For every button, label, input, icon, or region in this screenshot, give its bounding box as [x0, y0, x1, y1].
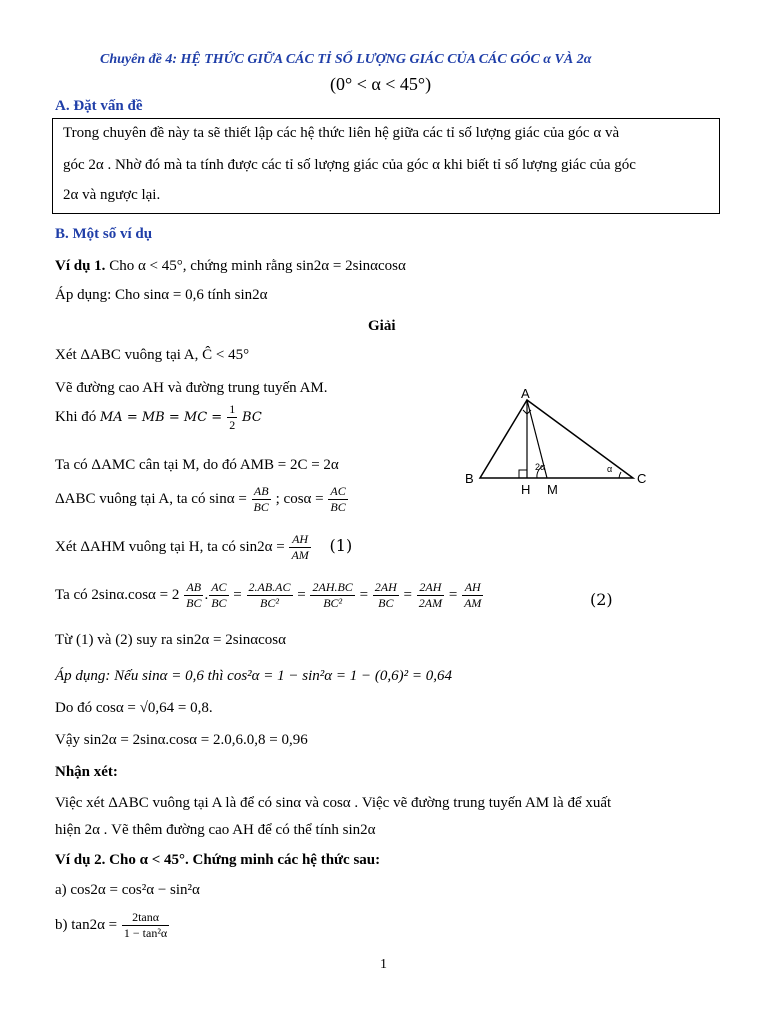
line-apply: Áp dụng: Nếu sinα = 0,6 thì cos²α = 1 − sin²α = 1 − (0,6)² = 0,64: [55, 668, 452, 684]
derivation-start: Ta có 2sinα.cosα = 2: [55, 586, 180, 603]
document-title: Chuyên đề 4: HỆ THỨC GIỮA CÁC TỈ SỐ LƯỢNG GIÁC CỦA CÁC GÓC α VÀ 2α: [100, 52, 592, 67]
example-1-statement: Cho α < 45°, chứng minh rằng sin2α = 2sinαcosα: [109, 258, 406, 274]
equation-number-2: (2): [590, 590, 613, 609]
fraction-num: 1: [229, 402, 236, 416]
line-cos-value: Do đó cosα = √0,64 = 0,8.: [55, 700, 213, 716]
example-1-label: Ví dụ 1.: [55, 258, 106, 274]
ahm-text: Xét ΔAHM vuông tại H, ta có sin2α =: [55, 538, 289, 555]
intro-box: [52, 118, 720, 214]
label-m: M: [547, 482, 558, 496]
fraction: [462, 580, 483, 611]
fraction-ab-bc: [252, 484, 271, 515]
label-h: H: [521, 482, 531, 496]
angle-alpha-arc: [619, 472, 621, 478]
fraction: [373, 580, 399, 611]
fraction-num: 2tanα: [122, 910, 169, 926]
dot: .: [204, 586, 209, 603]
equals: =: [233, 586, 246, 603]
sin-def-text: ΔABC vuông tại A, ta có sinα =: [55, 490, 251, 507]
cos-def-text: ; cosα =: [275, 490, 328, 507]
fraction-num: 2AH: [417, 580, 444, 596]
example-2-statement: Ví dụ 2. Cho α < 45°. Chứng minh các hệ thức sau:: [55, 852, 381, 868]
label-b: B: [465, 471, 474, 486]
fraction-one-half: [227, 402, 237, 433]
example-2-part-a: a) cos2α = cos²α − sin²α: [55, 882, 200, 898]
line-result: Vậy sin2α = 2sinα.cosα = 2.0,6.0,8 = 0,96: [55, 732, 308, 748]
example-1: [55, 256, 406, 276]
fraction-den: BC²: [260, 596, 279, 610]
fraction-num: AH: [462, 580, 483, 596]
page-number: 1: [380, 957, 387, 972]
section-a-heading: A. Đặt vấn đề: [55, 98, 143, 114]
triangle-figure: [455, 386, 655, 496]
fraction-num: AH: [289, 532, 310, 548]
khi-do-text: Khi đó: [55, 408, 97, 425]
equals: =: [403, 586, 416, 603]
line-isosceles-amc: Ta có ΔAMC cân tại M, do đó AMB = 2C = 2α: [55, 457, 339, 473]
fraction-den: BC: [253, 500, 269, 514]
remark-line-1: Việc xét ΔABC vuông tại A là để có sinα và cosα . Việc vẽ đường trung tuyến AM là để xuất: [55, 795, 612, 811]
section-b-heading: B. Một số ví dụ: [55, 226, 153, 242]
remark-line-2: hiện 2α . Vẽ thêm đường cao AH để có thể tính sin2α: [55, 822, 376, 838]
fraction: [417, 580, 444, 611]
fraction: [310, 580, 354, 611]
fraction-num: AB: [252, 484, 271, 500]
fraction: [184, 580, 203, 611]
fraction: [209, 580, 228, 611]
fraction: [247, 580, 293, 611]
intro-line-1: Trong chuyên đề này ta sẽ thiết lập các hệ thức liên hệ giữa các tỉ số lượng giác của góc α và: [63, 125, 620, 141]
fraction-den: 2AM: [418, 596, 443, 610]
fraction-den: BC: [330, 500, 346, 514]
fraction-tan: [122, 910, 169, 941]
fraction-ac-bc: [328, 484, 347, 515]
label-c: C: [637, 471, 647, 486]
fraction-ah-am: [289, 532, 310, 563]
fraction-num: AC: [330, 484, 346, 498]
median-equation: MA = MB = MC =: [100, 409, 227, 425]
fraction-den: AM: [464, 596, 482, 610]
solution-label: Giải: [368, 318, 396, 334]
remark-heading: Nhận xét:: [55, 764, 118, 780]
fraction-den: BC: [211, 596, 227, 610]
fraction-den: BC: [186, 596, 202, 610]
equals: =: [359, 586, 372, 603]
median-bc: BC: [242, 409, 262, 425]
intro-line-3: 2α và ngược lại.: [63, 187, 161, 203]
line-draw-altitude: Vẽ đường cao AH và đường trung tuyến AM.: [55, 380, 328, 396]
right-angle-mark: [519, 470, 527, 478]
fraction-num: 2AH: [374, 580, 397, 594]
equals: =: [297, 586, 310, 603]
label-2alpha: 2α: [535, 462, 546, 472]
line-sin-cos-def: [55, 484, 349, 515]
fraction-den: 1 − tan²α: [123, 926, 168, 940]
fraction-num: 2AH.BC: [312, 580, 353, 594]
fraction-den: BC: [378, 596, 394, 610]
line-conclusion: Từ (1) và (2) suy ra sin2α = 2sinαcosα: [55, 632, 286, 648]
line-consider-abc: Xét ΔABC vuông tại A, Ĉ < 45°: [55, 347, 250, 363]
label-a: A: [521, 386, 530, 401]
example-2-part-b: [55, 910, 170, 941]
title-condition: (0° < α < 45°): [330, 74, 432, 94]
fraction-num: 2.AB.AC: [248, 580, 291, 594]
label-alpha: α: [607, 464, 613, 474]
fraction-den: AM: [291, 548, 309, 562]
intro-line-2: góc 2α . Nhờ đó mà ta tính được các tỉ số lượng giác của góc α khi biết tỉ số lượng giác của góc: [63, 157, 636, 173]
fraction-num: AB: [184, 580, 203, 596]
equals: =: [448, 586, 462, 603]
example-1-apply: Áp dụng: Cho sinα = 0,6 tính sin2α: [55, 287, 268, 303]
tan-formula-lhs: b) tan2α =: [55, 916, 121, 933]
fraction-den: BC²: [323, 596, 343, 610]
fraction-num: AC: [211, 580, 227, 594]
line-product-derivation: [55, 580, 484, 611]
line-median-equal: [55, 402, 262, 433]
line-ahm: [55, 532, 352, 563]
equation-number-1: (1): [329, 535, 353, 555]
fraction-den: 2: [229, 418, 236, 432]
